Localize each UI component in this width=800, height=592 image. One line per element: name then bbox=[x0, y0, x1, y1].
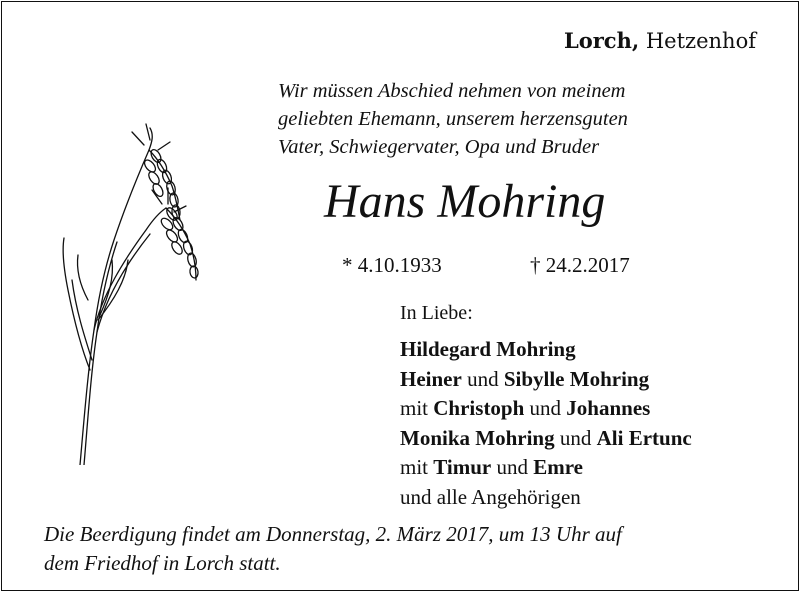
mourner-name: Heiner bbox=[400, 366, 462, 391]
mourner-name: Ali Ertunc bbox=[596, 425, 692, 450]
intro-line: geliebten Ehemann, unserem herzensguten bbox=[278, 108, 628, 130]
intro-text bbox=[278, 77, 778, 161]
death-date: † 24.2.2017 bbox=[530, 253, 630, 277]
location-district: Hetzenhof bbox=[645, 29, 756, 53]
mourners-list bbox=[400, 335, 692, 512]
mourner-name: Sibylle Mohring bbox=[503, 366, 650, 391]
mourner-line bbox=[400, 335, 692, 365]
location-place: Lorch, bbox=[563, 28, 640, 53]
mourner-connector: und bbox=[491, 455, 534, 479]
mourner-name: Emre bbox=[533, 455, 583, 479]
intro-line: Wir müssen Abschied nehmen von meinem bbox=[278, 80, 626, 102]
funeral-line: Die Beerdigung findet am Donnerstag, 2. März 2017, um 13 Uhr auf bbox=[44, 522, 622, 546]
mourner-connector: mit bbox=[400, 455, 434, 479]
mourner-name: Christoph bbox=[433, 396, 525, 420]
mourner-line bbox=[400, 453, 692, 483]
grain-stalk-icon bbox=[54, 120, 204, 465]
mourner-connector: und alle Angehörigen bbox=[400, 484, 581, 509]
mourner-name: Johannes bbox=[566, 396, 651, 420]
mourner-connector: und bbox=[554, 425, 597, 450]
funeral-notice bbox=[44, 520, 784, 578]
intro-line: Vater, Schwiegervater, Opa und Bruder bbox=[278, 136, 600, 158]
mourner-connector: und bbox=[524, 396, 567, 420]
mourner-line bbox=[400, 365, 692, 395]
location-line bbox=[564, 28, 756, 54]
mourner-line bbox=[400, 394, 692, 424]
mourner-connector: und bbox=[461, 366, 504, 391]
obituary-card bbox=[1, 1, 799, 591]
life-dates bbox=[342, 252, 630, 278]
mourner-name: Monika Mohring bbox=[400, 425, 555, 450]
mourner-line bbox=[400, 483, 692, 513]
funeral-line: dem Friedhof in Lorch statt. bbox=[44, 551, 281, 575]
mourner-name: Hildegard Mohring bbox=[400, 337, 576, 361]
birth-date: * 4.10.1933 bbox=[342, 253, 442, 277]
mourner-line bbox=[400, 424, 692, 454]
signature-intro: In Liebe: bbox=[400, 302, 473, 324]
mourner-connector: mit bbox=[400, 396, 434, 420]
mourner-name: Timur bbox=[433, 455, 492, 479]
deceased-name: Hans Mohring bbox=[324, 175, 606, 228]
